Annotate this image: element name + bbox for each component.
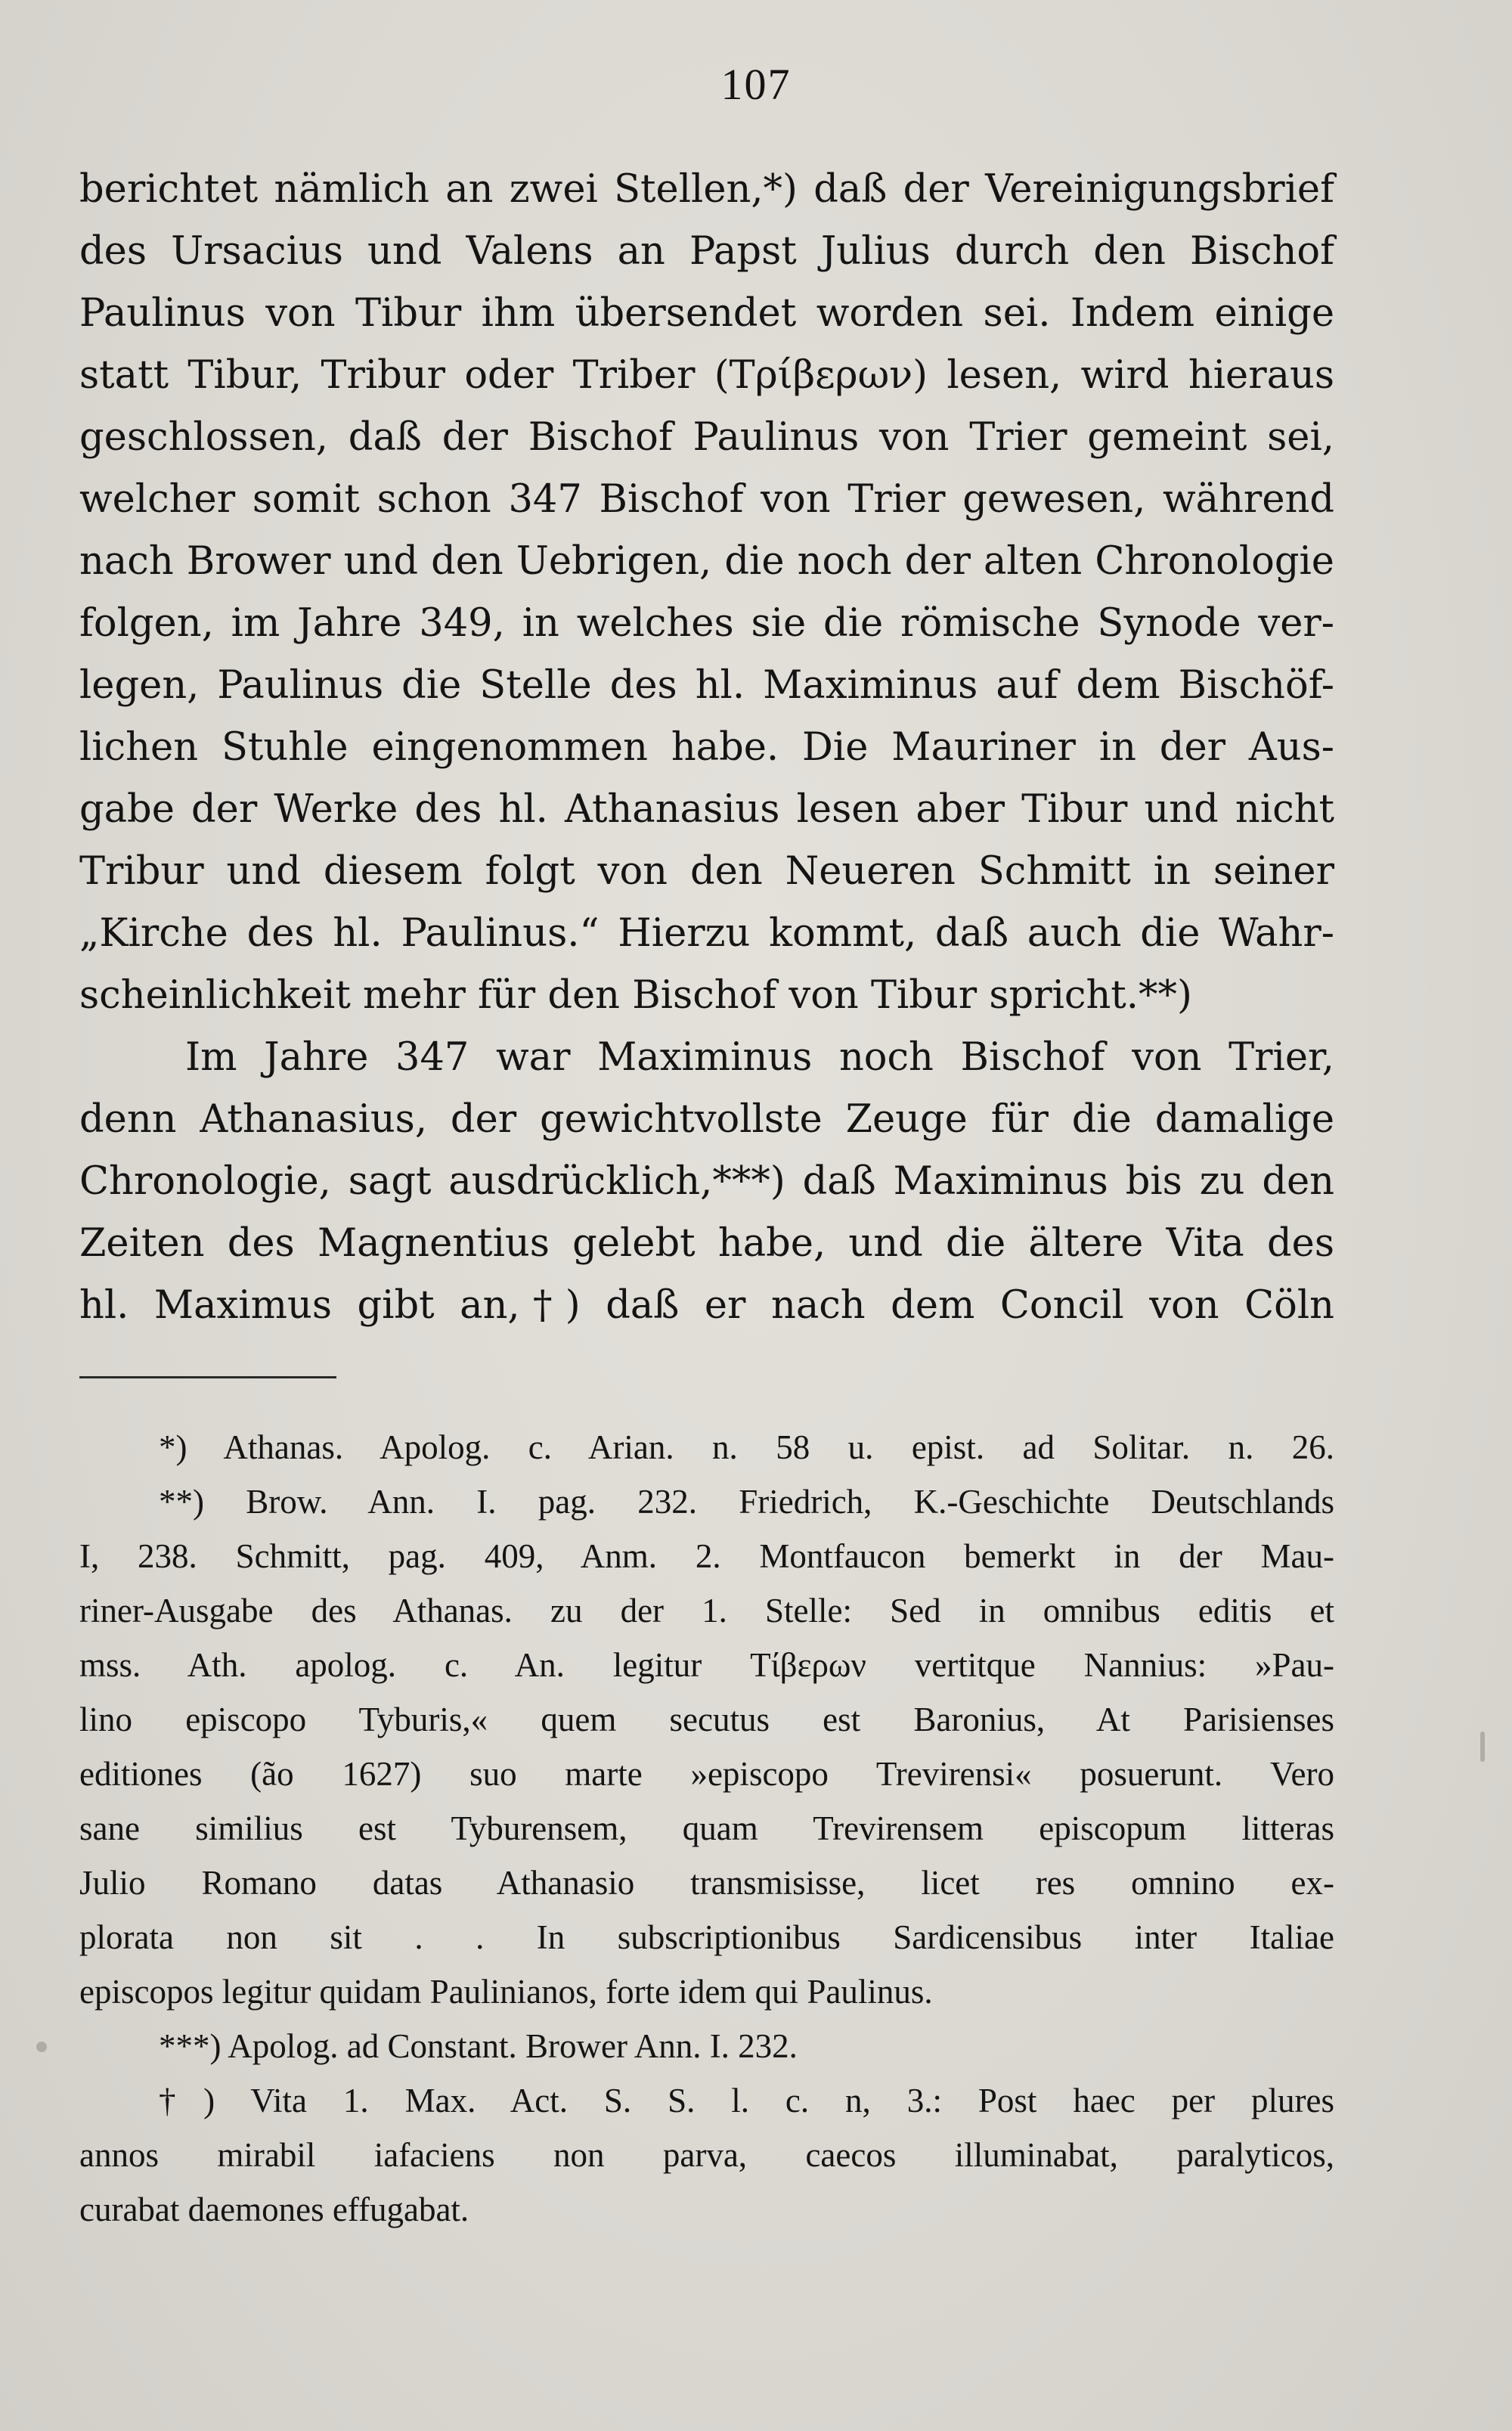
text-line: des Ursacius und Valens an Papst Julius durch den Bischof (79, 229, 1334, 274)
footnote-line: riner-Ausgabe des Athanas. zu der 1. Stelle: Sed in omnibus editis et (79, 1592, 1334, 1629)
text-line: denn Athanasius, der gewichtvollste Zeuge für die damalige (79, 1097, 1334, 1142)
text-line: gabe der Werke des hl. Athanasius lesen aber Tibur und nicht (79, 787, 1334, 832)
footnote-line: sane similius est Tyburensem, quam Trevirensem episcopum litteras (79, 1809, 1334, 1847)
text-line: legen, Paulinus die Stelle des hl. Maximinus auf dem Bischöf- (79, 663, 1334, 708)
footnote-line: ***) Apolog. ad Constant. Brower Ann. I. 232. (159, 2027, 798, 2065)
footnote-line: **) Brow. Ann. I. pag. 232. Friedrich, K.-Geschichte Deutschlands (159, 1483, 1334, 1521)
footnote-line: *) Athanas. Apolog. c. Arian. n. 58 u. epist. ad Solitar. n. 26. (159, 1428, 1334, 1466)
footnote-line: annos mirabil iafaciens non parva, caecos illuminabat, paralyticos, (79, 2136, 1334, 2174)
text-line: welcher somit schon 347 Bischof von Trier gewesen, während (79, 477, 1334, 522)
text-line: Im Jahre 347 war Maximinus noch Bischof von Trier, (185, 1035, 1334, 1080)
footnote-line: plorata non sit . . In subscriptionibus Sardicensibus inter Italiae (79, 1918, 1334, 1956)
footnote-line: lino episcopo Tyburis,« quem secutus est Baronius, At Parisienses (79, 1701, 1334, 1738)
text-line: „Kirche des hl. Paulinus.“ Hierzu kommt, daß auch die Wahr- (79, 911, 1334, 956)
text-line: Chronologie, sagt ausdrücklich,***) daß Maximinus bis zu den (79, 1159, 1334, 1204)
text-line: berichtet nämlich an zwei Stellen,*) daß der Vereinigungsbrief (79, 167, 1334, 212)
text-line: Paulinus von Tibur ihm übersendet worden sei. Indem einige (79, 291, 1334, 336)
footnote-rule (79, 1376, 336, 1378)
text-line: lichen Stuhle eingenommen habe. Die Mauriner in der Aus- (79, 725, 1334, 770)
footnote-line: †) Vita 1. Max. Act. S. S. l. c. n, 3.: Post haec per plures (159, 2082, 1334, 2119)
footnote-line: editiones (ão 1627) suo marte »episcopo Trevirensi« posuerunt. Vero (79, 1755, 1334, 1793)
footnote-line: Julio Romano datas Athanasio transmisisse, licet res omnino ex- (79, 1864, 1334, 1902)
footnote-line: mss. Ath. apolog. c. An. legitur Τίβερων vertitque Nannius: »Pau- (79, 1646, 1334, 1684)
text-line: scheinlichkeit mehr für den Bischof von Tibur spricht.**) (79, 973, 1192, 1018)
text-line: hl. Maximus gibt an,†) daß er nach dem Concil von Cöln (79, 1283, 1334, 1328)
footnote-line: episcopos legitur quidam Paulinianos, forte idem qui Paulinus. (79, 1973, 933, 2011)
text-line: folgen, im Jahre 349, in welches sie die römische Synode ver- (79, 601, 1334, 646)
main-text (79, 159, 1334, 1337)
footnote-line: curabat daemones effugabat. (79, 2191, 469, 2228)
text-line: Tribur und diesem folgt von den Neueren Schmitt in seiner (79, 849, 1334, 894)
footnotes (79, 1420, 1334, 2237)
text-line: Zeiten des Magnentius gelebt habe, und die ältere Vita des (79, 1221, 1334, 1266)
text-line: nach Brower und den Uebrigen, die noch der alten Chronologie (79, 539, 1334, 584)
paper-speck (1480, 1732, 1485, 1762)
paper-speck (36, 2042, 47, 2052)
text-line: geschlossen, daß der Bischof Paulinus von Trier gemeint sei, (79, 415, 1334, 460)
footnote-line: I, 238. Schmitt, pag. 409, Anm. 2. Montfaucon bemerkt in der Mau- (79, 1537, 1334, 1575)
page-number: 107 (720, 60, 792, 109)
text-line: statt Tibur, Tribur oder Triber (Τρίβερων) lesen, wird hieraus (79, 353, 1334, 398)
